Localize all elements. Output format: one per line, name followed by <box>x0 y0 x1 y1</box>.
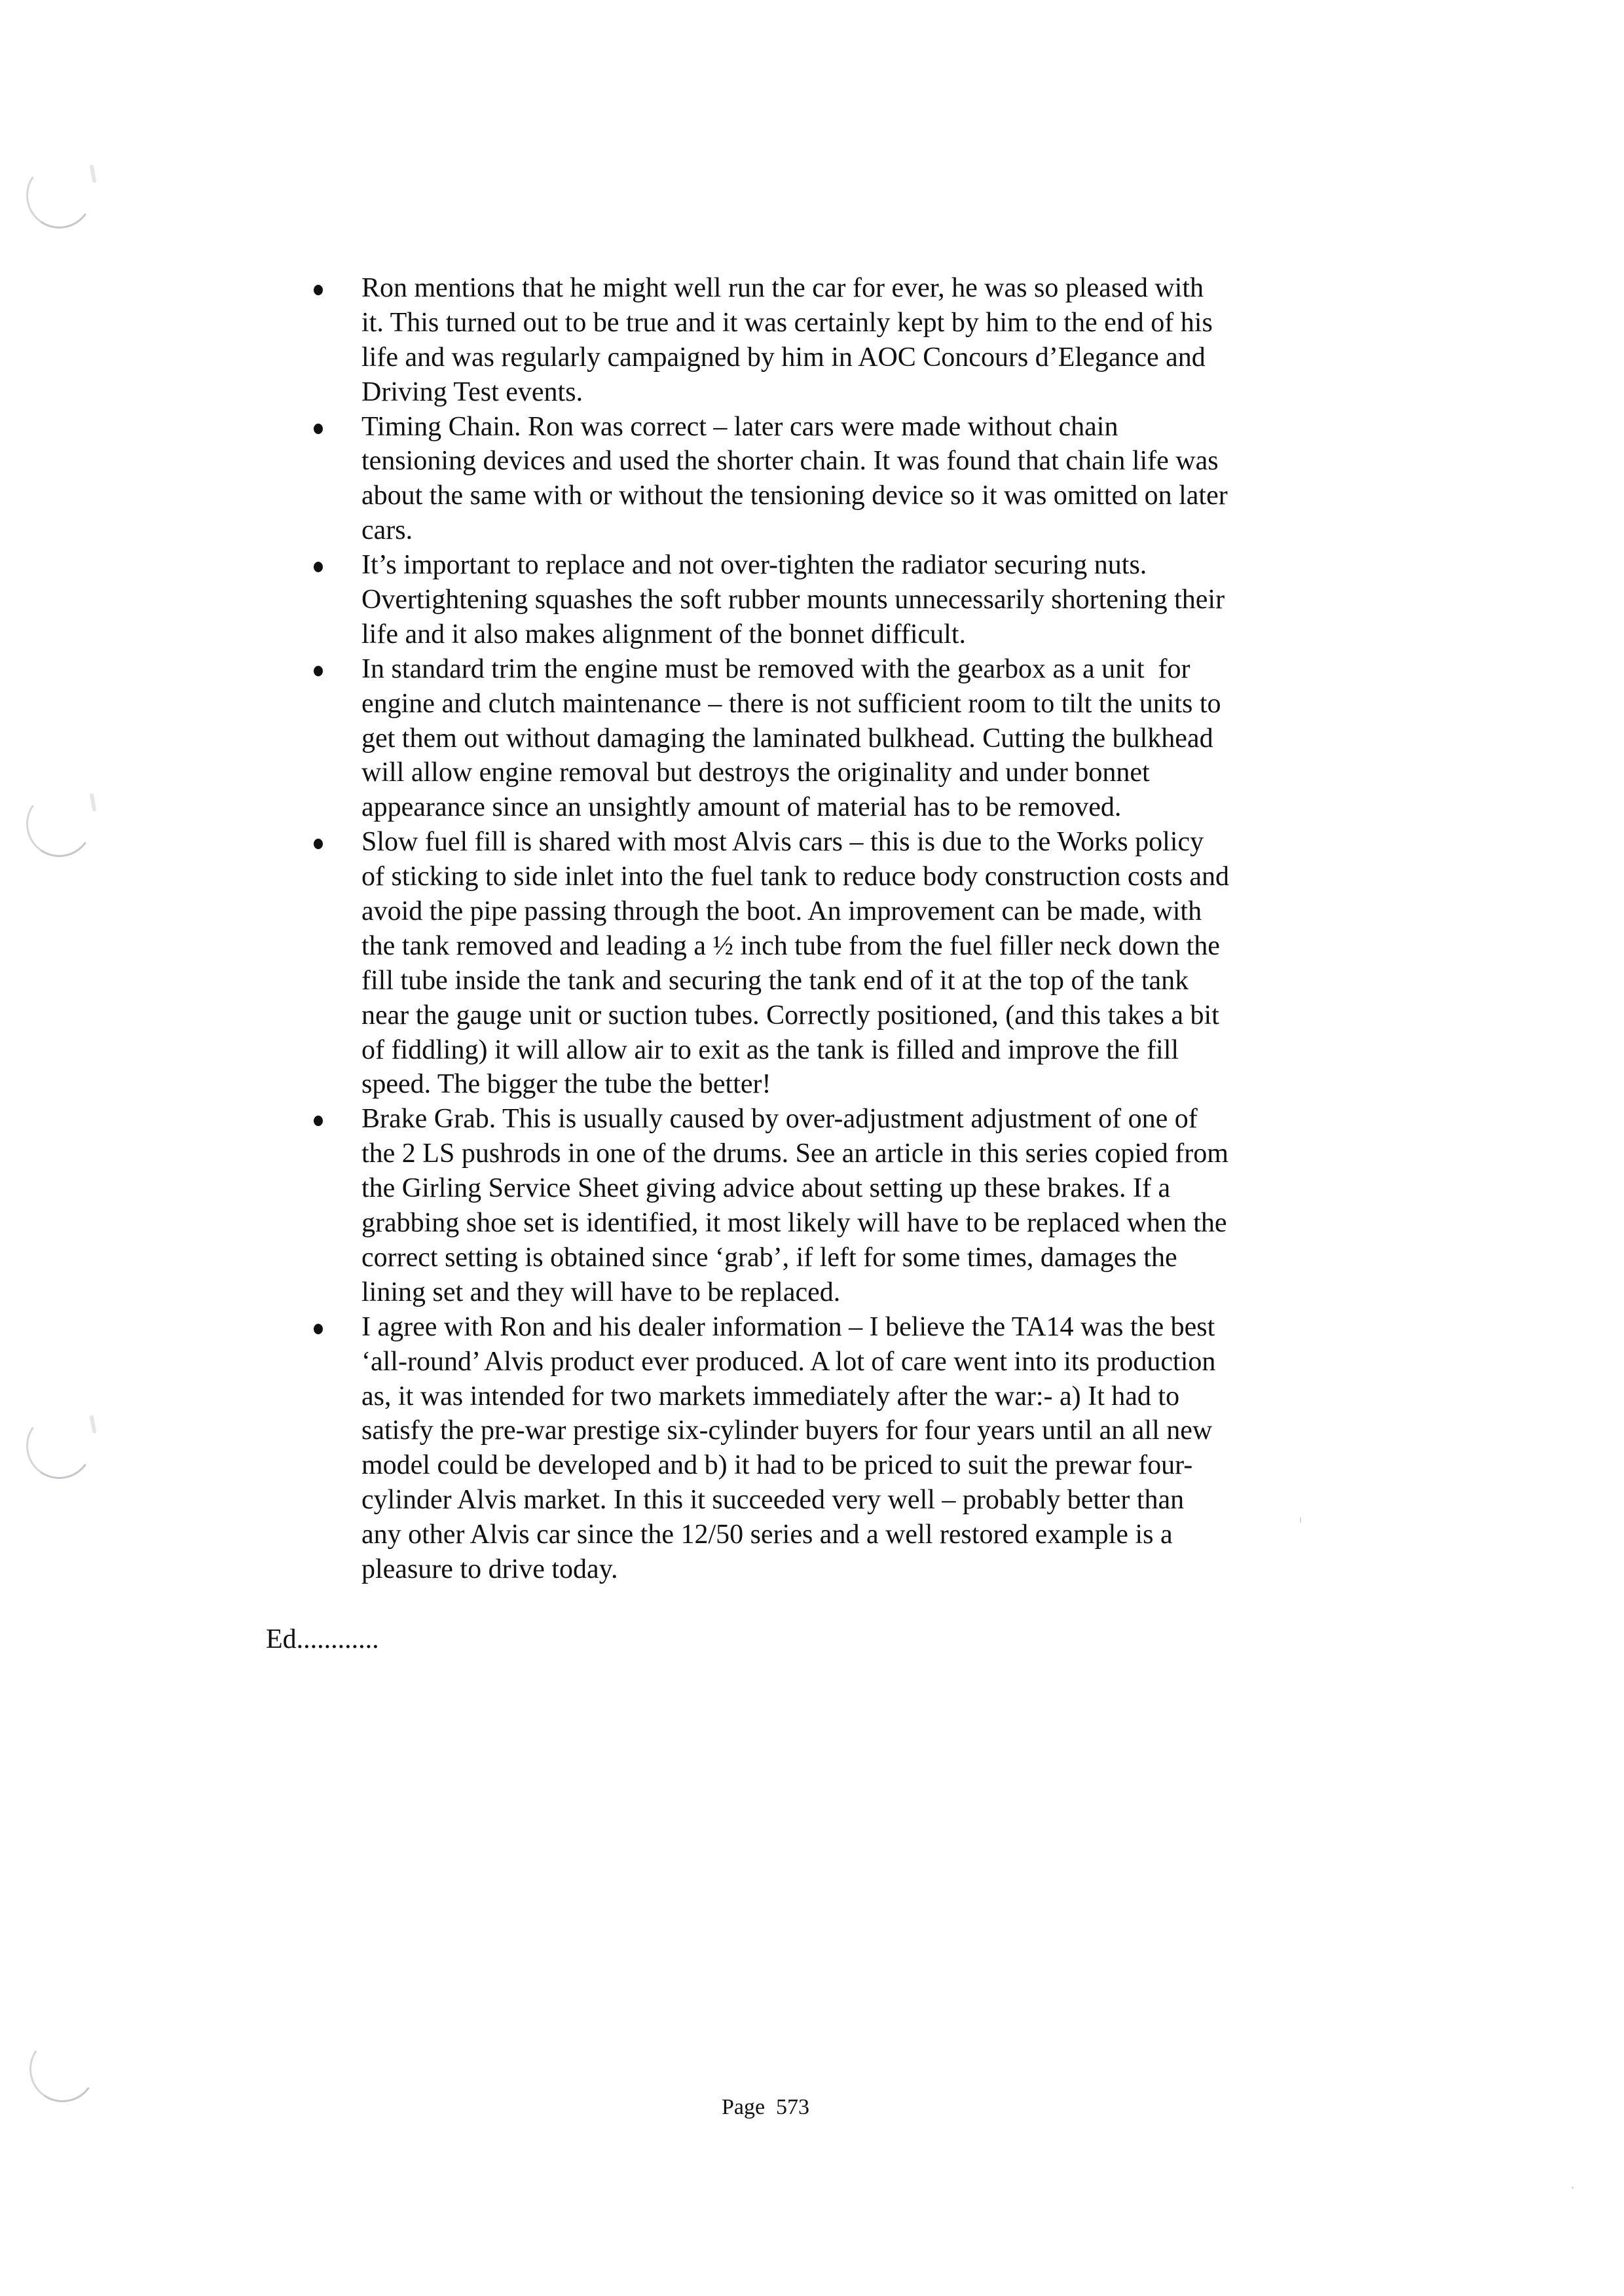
text-line: the tank removed and leading a ½ inch tube from the fuel filler neck down the <box>361 930 1220 961</box>
text-line: Overtightening squashes the soft rubber mounts unnecessarily shortening their <box>361 585 1225 615</box>
text-line: tensioning devices and used the shorter chain. It was found that chain life was <box>361 446 1219 477</box>
bullet-text <box>361 410 1624 549</box>
text-line: near the gauge unit or suction tubes. Correctly positioned, (and this takes a bit <box>361 1000 1219 1030</box>
text-line: avoid the pipe passing through the boot. An improvement can be made, with <box>361 896 1202 927</box>
bullet-text <box>361 271 1624 410</box>
bullet-text <box>361 1310 1624 1587</box>
text-line: model could be developed and b) it had to be priced to suit the prewar four- <box>361 1450 1193 1481</box>
editor-signoff: Ed............ <box>266 1624 379 1654</box>
text-line: Brake Grab. This is usually caused by over-adjustment adjustment of one of <box>361 1104 1198 1135</box>
text-line: of sticking to side inlet into the fuel tank to reduce body construction costs and <box>361 862 1230 892</box>
bullet-item <box>0 410 1624 549</box>
bullet-list <box>0 271 1624 1587</box>
bullet-dot-icon <box>314 666 323 676</box>
punch-hole-mark <box>21 157 98 234</box>
text-line: it. This turned out to be true and it was certainly kept by him to the end of his <box>361 307 1213 338</box>
bullet-dot-icon <box>314 562 323 572</box>
text-line: I agree with Ron and his dealer information – I believe the TA14 was the best <box>361 1311 1215 1342</box>
text-line: of fiddling) it will allow air to exit as the tank is filled and improve the fill <box>361 1034 1179 1065</box>
text-line: ‘all-round’ Alvis product ever produced. A lot of care went into its production <box>361 1346 1216 1377</box>
bullet-item <box>0 1102 1624 1309</box>
text-line: as, it was intended for two markets immediately after the war:- a) It had to <box>361 1381 1180 1412</box>
bullet-dot-icon <box>314 1324 323 1334</box>
text-line: speed. The bigger the tube the better! <box>361 1069 771 1100</box>
bullet-item <box>0 825 1624 1102</box>
scan-speck <box>1572 2187 1574 2189</box>
bullet-dot-icon <box>314 1116 323 1126</box>
punch-hole-edge <box>90 164 97 183</box>
bullet-item <box>0 652 1624 825</box>
text-line: the Girling Service Sheet giving advice about setting up these brakes. If a <box>361 1173 1171 1204</box>
text-line: cars. <box>361 515 413 546</box>
bullet-text <box>361 825 1624 1102</box>
text-line: cylinder Alvis market. In this it succeeded very well – probably better than <box>361 1485 1185 1516</box>
bullet-text <box>361 652 1624 825</box>
text-line: will allow engine removal but destroys the originality and under bonnet <box>361 757 1150 788</box>
bullet-dot-icon <box>314 839 323 849</box>
text-line: any other Alvis car since the 12/50 series and a well restored example is a <box>361 1520 1173 1550</box>
text-line: In standard trim the engine must be removed with the gearbox as a unit for <box>361 653 1190 684</box>
text-line: grabbing shoe set is identified, it most likely will have to be replaced when the <box>361 1208 1227 1239</box>
text-line: Timing Chain. Ron was correct – later cars were made without chain <box>361 411 1118 442</box>
bullet-dot-icon <box>314 424 323 434</box>
text-line: engine and clutch maintenance – there is not sufficient room to tilt the units to <box>361 688 1221 719</box>
text-line: It’s important to replace and not over-tighten the radiator securing nuts. <box>361 550 1147 581</box>
text-line: appearance since an unsightly amount of material has to be removed. <box>361 792 1122 823</box>
text-line: about the same with or without the tensioning device so it was omitted on later <box>361 481 1228 511</box>
text-line: get them out without damaging the laminated bulkhead. Cutting the bulkhead <box>361 723 1213 754</box>
text-line: life and was regularly campaigned by him in AOC Concours d’Elegance and <box>361 342 1206 373</box>
bullet-item <box>0 1310 1624 1587</box>
page-number: Page 573 <box>721 2095 810 2119</box>
text-line: pleasure to drive today. <box>361 1554 618 1584</box>
text-line: Ron mentions that he might well run the car for ever, he was so pleased with <box>361 273 1204 303</box>
bullet-text <box>361 1102 1624 1309</box>
bullet-text <box>361 548 1624 652</box>
bullet-dot-icon <box>314 285 323 295</box>
text-line: correct setting is obtained since ‘grab’, if left for some times, damages the <box>361 1242 1177 1273</box>
text-line: life and it also makes alignment of the bonnet difficult. <box>361 619 966 649</box>
bullet-item <box>0 548 1624 652</box>
text-line: fill tube inside the tank and securing the tank end of it at the top of the tank <box>361 965 1189 996</box>
text-line: Driving Test events. <box>361 376 583 407</box>
text-line: Slow fuel fill is shared with most Alvis cars – this is due to the Works policy <box>361 827 1204 858</box>
text-line: lining set and they will have to be replaced. <box>361 1277 841 1307</box>
text-line: satisfy the pre-war prestige six-cylinder buyers for four years until an all new <box>361 1415 1213 1446</box>
text-line: the 2 LS pushrods in one of the drums. See an article in this series copied from <box>361 1139 1228 1169</box>
bullet-item <box>0 271 1624 410</box>
page-footer <box>0 2070 1624 2145</box>
